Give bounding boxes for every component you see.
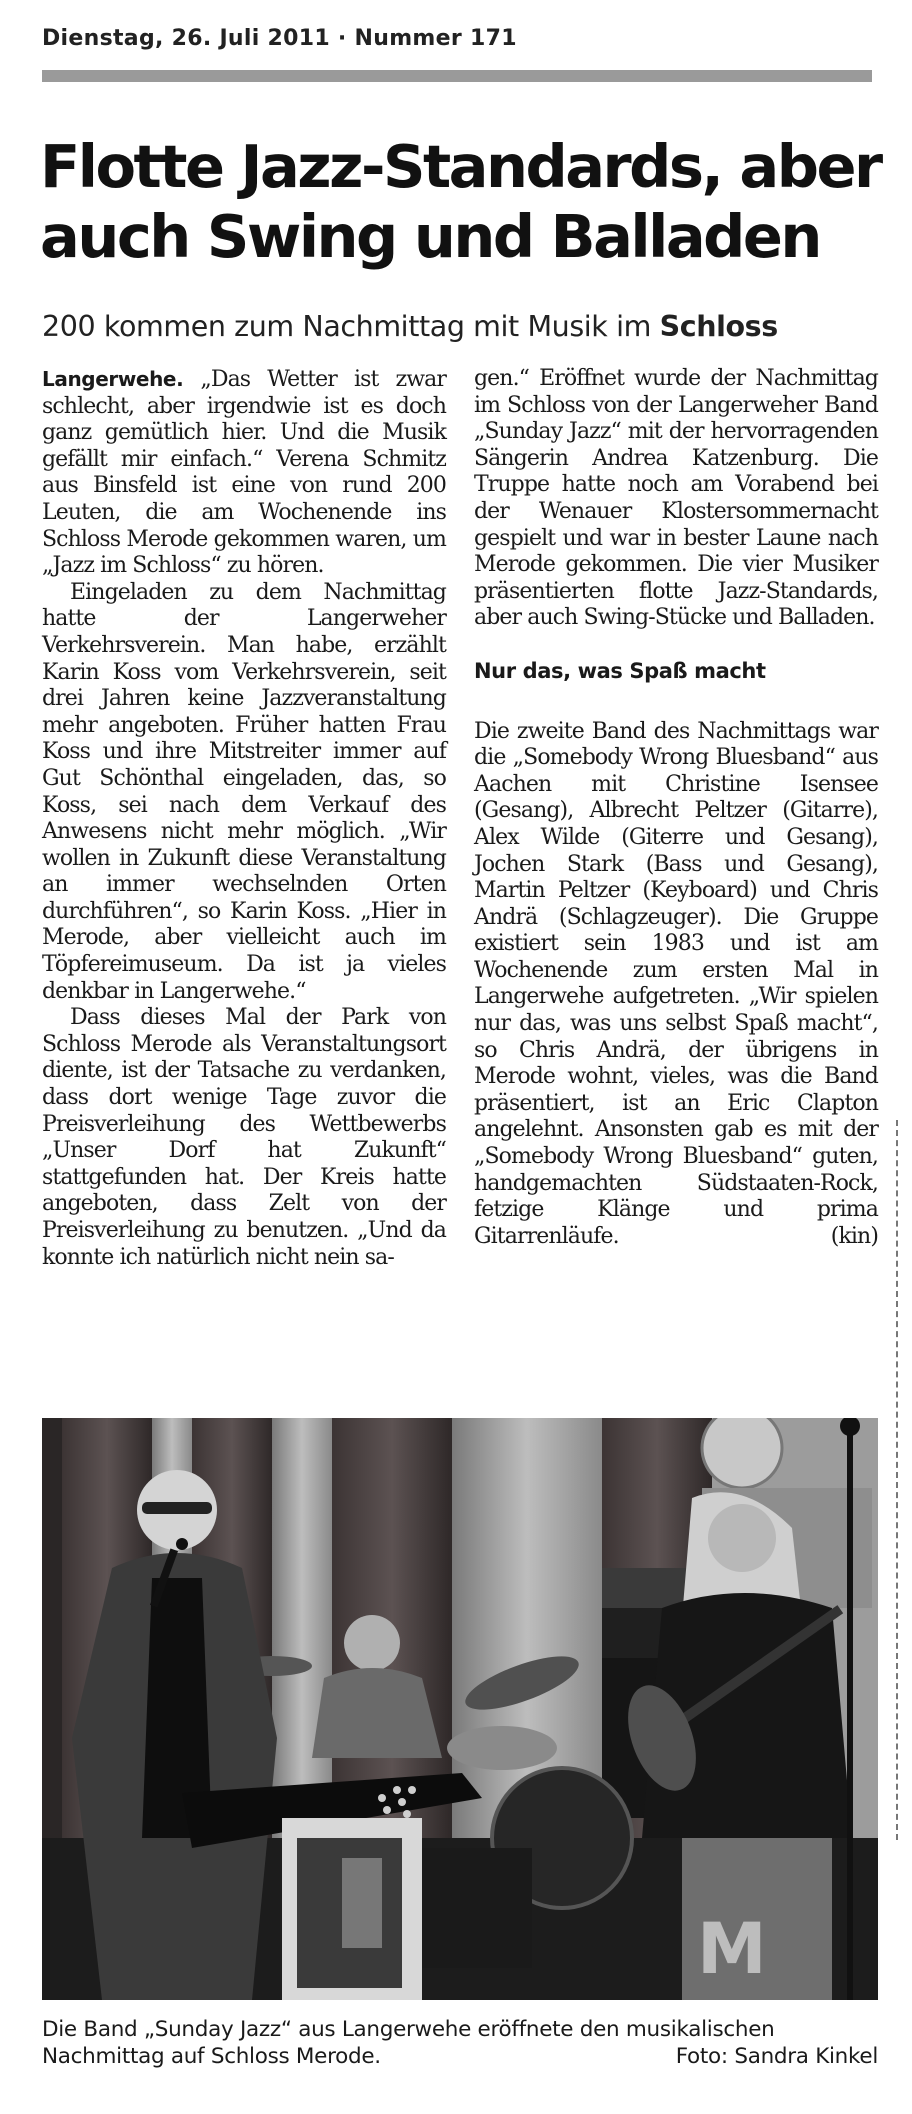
subhead-bold: Schloss bbox=[659, 310, 778, 343]
section-heading: Nur das, was Spaß macht bbox=[474, 658, 766, 683]
page-edge-mark bbox=[896, 1120, 904, 1840]
subhead-text: 200 kommen zum Nachmittag mit Musik im bbox=[42, 310, 660, 343]
paragraph-4-text: Die zweite Band des Nachmittags war die „Somebody Wrong Bluesband“ aus Aachen mit Christine Isensee (Gesang), Albrecht Peltzer (Gitarre), Alex Wilde (Giterre und Gesang), Jochen Stark (Bass und Gesang), Martin Peltzer (Keyboard) und Chris Andrä (Schlagzeuger). Die Gruppe existiert sein 1983 und ist am Wochenende zum ersten Mal in Langerwehe aufgetreten. „Wir spielen nur das, was uns selbst Spaß macht“, so Chris Andrä, der übrigens in Merode wohnt, vieles, was die Band präsentiert, ist an Eric Clapton angelehnt. Ansonsten gab es mit der „Somebody Wrong Bluesband“ guten, handgemachten Südstaaten-Rock, fetzige Klänge und prima Gitarrenläufe. bbox=[474, 718, 878, 1249]
paragraph-1: „Das Wetter ist zwar schlecht, aber irgendwie ist es doch ganz gemütlich hier. Und die Musik gefällt mir einfach.“ Verena Schmitz aus Binsfeld ist eine von rund 200 Leuten, die am Wochenende ins Schloss Merode gekommen waren, um „Jazz im Schloss“ zu hören. bbox=[42, 367, 446, 579]
band-photo bbox=[42, 1418, 878, 2000]
stage-sign-letter: M bbox=[697, 1908, 767, 1990]
header-rule bbox=[42, 70, 872, 82]
paragraph-2: Eingeladen zu dem Nachmittag hatte der Langerweher Verkehrsverein. Man habe, erzählt Karin Koss vom Verkehrsverein, seit drei Jahren keine Jazzveranstaltung mehr angeboten. Früher hatten Frau Koss und ihre Mitstreiter immer auf Gut Schönthal eingeladen, das, so Koss, sei nach dem Verkauf des Anwesens nicht mehr möglich. „Wir wollen in Zukunft diese Veranstaltung an immer wechselnden Orten durchführen“, so Karin Koss. „Hier in Merode, aber vielleicht auch im Töpfereimuseum. Da ist ja vieles denkbar in Langerwehe.“ bbox=[42, 579, 446, 1004]
subheadline bbox=[42, 310, 902, 343]
photo-caption bbox=[42, 2016, 878, 2070]
article-column-left bbox=[42, 366, 446, 1271]
paragraph-3-part-2: gen.“ Eröffnet wurde der Nachmittag im Schloss von der Langerweher Band „Sunday Jazz“ mit der hervorragenden Sängerin Andrea Katzenburg. Die Truppe hatte noch am Vorabend bei der Wenauer Klostersommernacht gespielt und war in bester Laune nach Merode gekommen. Die vier Musiker präsentierten flotte Jazz-Standards, aber auch Swing-Stücke und Balladen. bbox=[474, 366, 878, 631]
location-label: Langerwehe. bbox=[42, 367, 184, 391]
headline: Flotte Jazz-Standards, aber auch Swing und Balladen bbox=[40, 132, 881, 271]
caption-text: Die Band „Sunday Jazz“ aus Langerwehe eröffnete den musikalischen Nachmittag auf Schloss Merode. bbox=[42, 2017, 775, 2069]
paragraph-4 bbox=[474, 719, 878, 1251]
article-column-right bbox=[474, 366, 878, 1250]
photo-credit: Foto: Sandra Kinkel bbox=[675, 2044, 878, 2069]
dateline: Dienstag, 26. Juli 2011 · Nummer 171 bbox=[42, 26, 517, 51]
band-photo-image bbox=[42, 1418, 878, 2000]
paragraph-3-part-1: Dass dieses Mal der Park von Schloss Merode als Veranstaltungsort diente, ist der Tatsache zu verdanken, dass dort wenige Tage zuvor die Preisverleihung des Wettbewerbs „Unser Dorf hat Zukunft“ stattgefunden hat. Der Kreis hatte angeboten, dass Zelt von der Preisverleihung zu benutzen. „Und da konnte ich natürlich nicht nein sa- bbox=[42, 1005, 446, 1270]
paragraph-intro bbox=[42, 366, 446, 580]
byline: (kin) bbox=[830, 1223, 878, 1249]
